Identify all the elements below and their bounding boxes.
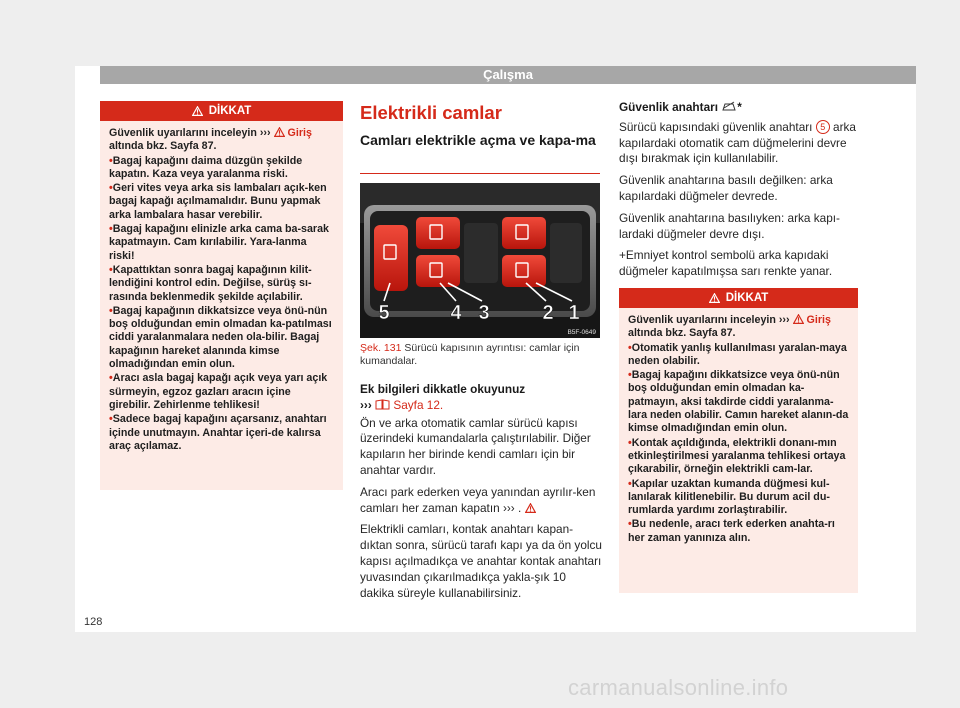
warning-intro: [628, 314, 850, 341]
window-switch-rear-right: [502, 255, 546, 287]
figure-label: Şek. 131: [360, 342, 402, 354]
warning-bullet: • Bagaj kapağının dikkatsizce veya önü-nün boş olduğundan emin olmadan ka-patılması ciddi yaralanmalara neden ola-bilir. Bagaj kapağının hareket alanında kimse olmadığından emin olun.: [109, 305, 335, 371]
right-heading: Güvenlik anahtarı: [619, 100, 718, 114]
figure-callout-4: 4: [450, 302, 462, 324]
window-switch-illustration: [360, 183, 600, 338]
warning-bullet: • Bagaj kapağını dikkatsizce veya önü-nün boş olduğundan emin olmadan ka-patmayın, aksi takdirde ciddi yaralanma-lara neden olabilir. Camın hareket alanın-da kimse olmadığından emin olun.: [628, 369, 850, 435]
paragraph: Ön ve arka otomatik camlar sürücü kapısı üzerindeki kumandalarla çalıştırılabilir. Diğer kapıların her birinde kendi camları için bir anahtar vardır.: [360, 415, 591, 477]
info-heading: Ek bilgileri dikkatle okuyunuz: [360, 382, 526, 396]
warning-bullet: • Bagaj kapağını daima düzgün şekilde kapatın. Kaza veya yaralanma riski.: [109, 155, 335, 182]
warning-bullet: • Kontak açıldığında, elektrikli donanı-mın etkinleştirilmesi yaralanma tehlikesi ortaya çıkarabilir, örneğin elektrikli cam-lar.: [628, 437, 850, 477]
figure-caption-text: Sürücü kapısının ayrıntısı: camlar için kumandalar.: [360, 342, 580, 367]
warning-triangle-icon: [192, 106, 203, 116]
warning-bullet: • Bagaj kapağını elinizle arka cama ba-sarak kapatmayın. Cam kırılabilir. Yara-lanma riski!: [109, 223, 335, 263]
paragraph: Güvenlik anahtarına basılıyken: arka kapı-lardaki düğmeler devre dışı.: [619, 210, 840, 241]
car-window-lock-icon: [721, 100, 737, 112]
warning-triangle-icon: [274, 127, 285, 137]
paragraph-text: Sürücü kapısındaki güvenlik anahtarı: [619, 119, 813, 134]
paragraph: Elektrikli camları, kontak anahtarı kapan-dıktan sonra, sürücü tarafı kapı ya da ön yolcu kapısı açılmadıkça ve anahtar kontak anahtarı yuvasından çıkarılmadıkça yakla-şık 10 dakika süreyle kullanabilirsiniz.: [360, 522, 602, 600]
paragraph: [619, 120, 859, 167]
warning-intro: [109, 127, 335, 154]
warning-bullet: • Geri vites veya arka sis lambaları açık-ken bagaj kapağı açılmamalıdır. Bunu yapmak arka lambalara hasar verebilir.: [109, 182, 335, 222]
figure-callout-1: 1: [568, 302, 580, 324]
safety-switch: [374, 225, 408, 291]
middle-body: [360, 382, 602, 607]
warning-bullet: • Sadece bagaj kapağını açarsanız, anahtarı içinde unutmayın. Anahtar içeri-de kalırsa araç açılamaz.: [109, 413, 335, 453]
paragraph-text: Aracı park ederken veya yanından ayrılır-ken camları her zaman kapatın ››› .: [360, 484, 596, 515]
warning-header: [619, 288, 858, 308]
paragraph: Güvenlik anahtarına basılı değilken: arka kapılardaki düğmeler devrede.: [619, 173, 833, 203]
paragraph: [360, 485, 602, 517]
warning-intro-ref: altında bkz. Sayfa 87.: [628, 327, 736, 340]
info-link[interactable]: Sayfa 12.: [393, 397, 444, 412]
warning-bullet: • Kapılar uzaktan kumanda düğmesi kul-lanılarak kilitlenebilir. Bu durum acil du-rumlarda yardımı zorlaştırabilir.: [628, 478, 850, 518]
title-divider: [360, 173, 600, 174]
warning-intro-text: Güvenlik uyarılarını inceleyin ›››: [109, 127, 271, 139]
window-switch-rear-left: [416, 255, 460, 287]
paragraph: +Emniyet kontrol sembolü arka kapıdaki düğmeler kapatılmışsa sarı renkte yanar.: [619, 248, 833, 279]
figure-callout-3: 3: [478, 302, 490, 324]
warning-triangle-icon: [709, 293, 720, 303]
warning-intro-link[interactable]: Giriş: [806, 314, 831, 326]
warning-triangle-icon: [793, 314, 804, 324]
warning-title: DİKKAT: [725, 292, 769, 304]
section-header: Çalışma: [100, 66, 916, 84]
warning-box-right: [619, 288, 858, 593]
warning-bullet: • Otomatik yanlış kullanılması yaralan-maya neden olabilir.: [628, 342, 850, 369]
window-switch-front-right: [502, 217, 546, 249]
window-switch-front-left: [416, 217, 460, 249]
warning-bullet: • Kapattıktan sonra bagaj kapağının kilit-lendiğini kontrol edin. Değilse, sürüş sı-rasında beklenmedik şekilde açılabilir.: [109, 264, 335, 304]
section-title: Elektrikli camlar: [360, 102, 502, 123]
warning-intro-ref: altında bkz. Sayfa 87.: [109, 140, 217, 153]
page-number: 128: [84, 616, 103, 628]
warning-intro-text: Güvenlik uyarılarını inceleyin ›››: [628, 314, 790, 326]
warning-bullet: • Bu nedenle, aracı terk ederken anahta-rı her zaman yanınıza alın.: [628, 518, 850, 545]
warning-intro-link[interactable]: Giriş: [287, 127, 312, 139]
figure-caption: [360, 342, 600, 368]
warning-header: [100, 101, 343, 121]
warning-bullet: • Aracı asla bagaj kapağı açık veya yarı açık sürmeyin, egzoz gazları aracın içine girebilir. Zehirlenme tehlikesi!: [109, 372, 335, 412]
paragraph-text: arka kapılardaki otomatik cam düğmelerini devre dışı bırakmak için kullanılabilir.: [619, 119, 856, 166]
info-link-prefix: ›››: [360, 397, 372, 412]
figure-code: B5F-0649: [567, 329, 596, 336]
subsection-title: Camları elektrikle açma ve kapa-ma: [360, 132, 596, 148]
callout-number: 5: [816, 120, 830, 134]
window-switch-figure: [360, 183, 600, 338]
book-icon: [375, 399, 390, 410]
watermark: carmanualsonline.info: [568, 675, 789, 700]
warning-triangle-icon[interactable]: [525, 503, 536, 513]
figure-callout-2: 2: [542, 302, 554, 324]
right-body: Güvenlik anahtarı * Sürücü kapısındaki güvenlik anahtarı 5 arka kapılardaki otomatik cam düğmelerini devre dışı bırakmak için kullanılabilir. Güvenlik anahtarına basılı değilken: arka kapılardaki düğmeler devrede. Güvenlik anahtarına basılıyken: arka kapı-lardaki düğmeler devre dışı. +Emniyet kontrol sembolü arka kapıdaki düğmeler kapatılmışsa sarı renkte yanar.: [619, 100, 859, 286]
warning-box-left: [100, 101, 343, 490]
figure-callout-5: 5: [378, 302, 390, 324]
warning-title: DİKKAT: [208, 105, 252, 117]
